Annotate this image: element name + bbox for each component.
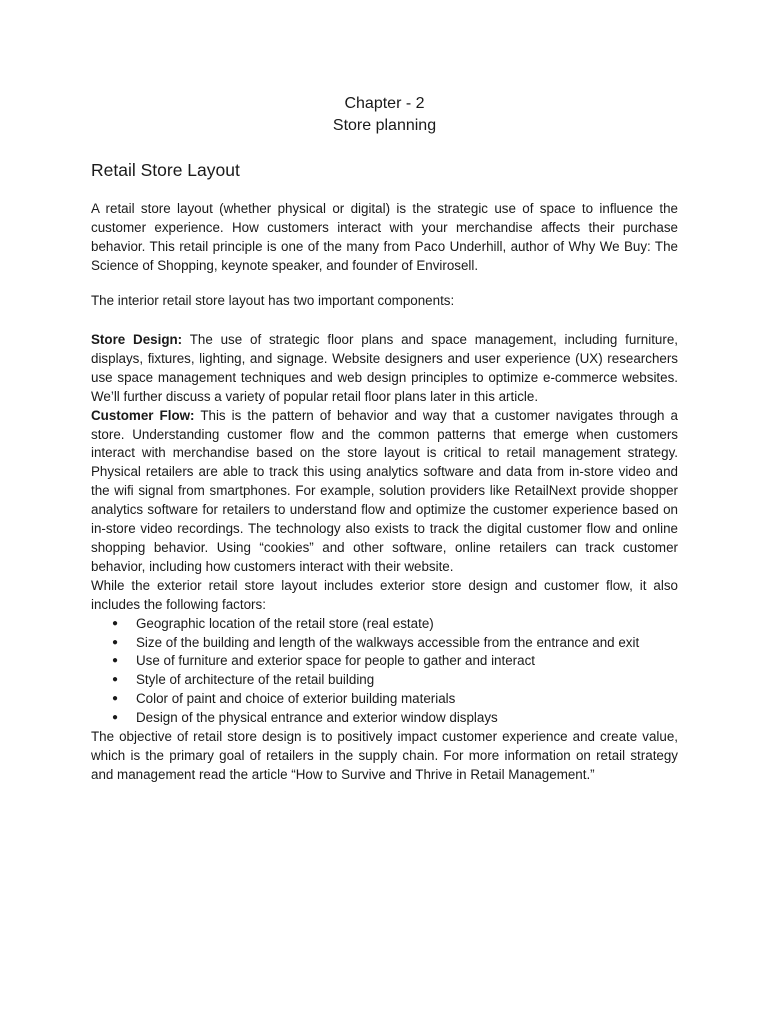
store-design-text: The use of strategic floor plans and space management, including furniture, displays, fixtures, lighting, and signage. Website designers and user experience (UX) researchers use space management techniques and web design principles to optimize e-commerce websites. We’ll further discuss a variety of popular retail floor plans later in this article. [91,332,678,404]
list-item [91,634,678,653]
list-item-text: Design of the physical entrance and exterior window displays [136,710,498,726]
list-item-text: Use of furniture and exterior space for people to gather and interact [136,653,535,669]
list-item [91,690,678,709]
store-design-label: Store Design: [91,332,183,347]
list-item [91,709,678,728]
customer-flow-label: Customer Flow: [91,407,195,423]
customer-flow-paragraph [91,407,678,577]
section-title: Retail Store Layout [91,160,240,180]
list-item [91,671,678,690]
intro-paragraph: A retail store layout (whether physical or digital) is the strategic use of space to influence the customer experience. How customers interact with your merchandise affects their purchase behavior. This retail principle is one of the many from Paco Underhill, author of Why We Buy: The Science of Shopping, keynote speaker, and founder of Envirosell. [91,201,678,273]
objective-paragraph: The objective of retail store design is to positively impact customer experience and create value, which is the primary goal of retailers in the supply chain. For more information on retail strategy and management read the article “How to Survive and Thrive in Retail Management.” [91,729,678,782]
bullet-icon: ● [112,674,119,686]
bullet-icon: ● [112,693,119,705]
bullet-icon: ● [112,617,119,629]
bullet-icon: ● [112,655,119,667]
chapter-heading [91,93,678,137]
exterior-paragraph: While the exterior retail store layout includes exterior store design and customer flow, it also includes the following factors: [91,577,678,612]
list-item-text: Size of the building and length of the walkways accessible from the entrance and exit [136,634,640,650]
store-design-paragraph [91,331,678,407]
chapter-title: Store planning [332,117,437,134]
components-paragraph: The interior retail store layout has two important components: [91,293,455,308]
factor-list [91,615,678,728]
main-body [91,331,678,785]
list-item-text: Geographic location of the retail store (real estate) [136,615,434,631]
list-item [91,652,678,671]
list-item-text: Color of paint and choice of exterior building materials [136,691,456,707]
bullet-icon: ● [112,712,119,724]
chapter-number: Chapter - 2 [344,95,425,112]
bullet-icon: ● [112,636,119,648]
list-item-text: Style of architecture of the retail building [136,672,375,688]
list-item [91,615,678,634]
customer-flow-text: This is the pattern of behavior and way that a customer navigates through a store. Understanding customer flow and the common patterns that emerge when customers interact with merchandise based on the store layout is critical to retail management strategy. Physical retailers are able to track this using analytics software and data from in-store video and the wifi signal from smartphones. For example, solution providers like RetailNext provide shopper analytics software for retailers to understand flow and optimize the customer experience based on in-store video recordings. The technology also exists to track the digital customer flow and online shopping behavior. Using “cookies” and other software, online retailers can track customer behavior, including how customers interact with their website. [91,407,678,574]
